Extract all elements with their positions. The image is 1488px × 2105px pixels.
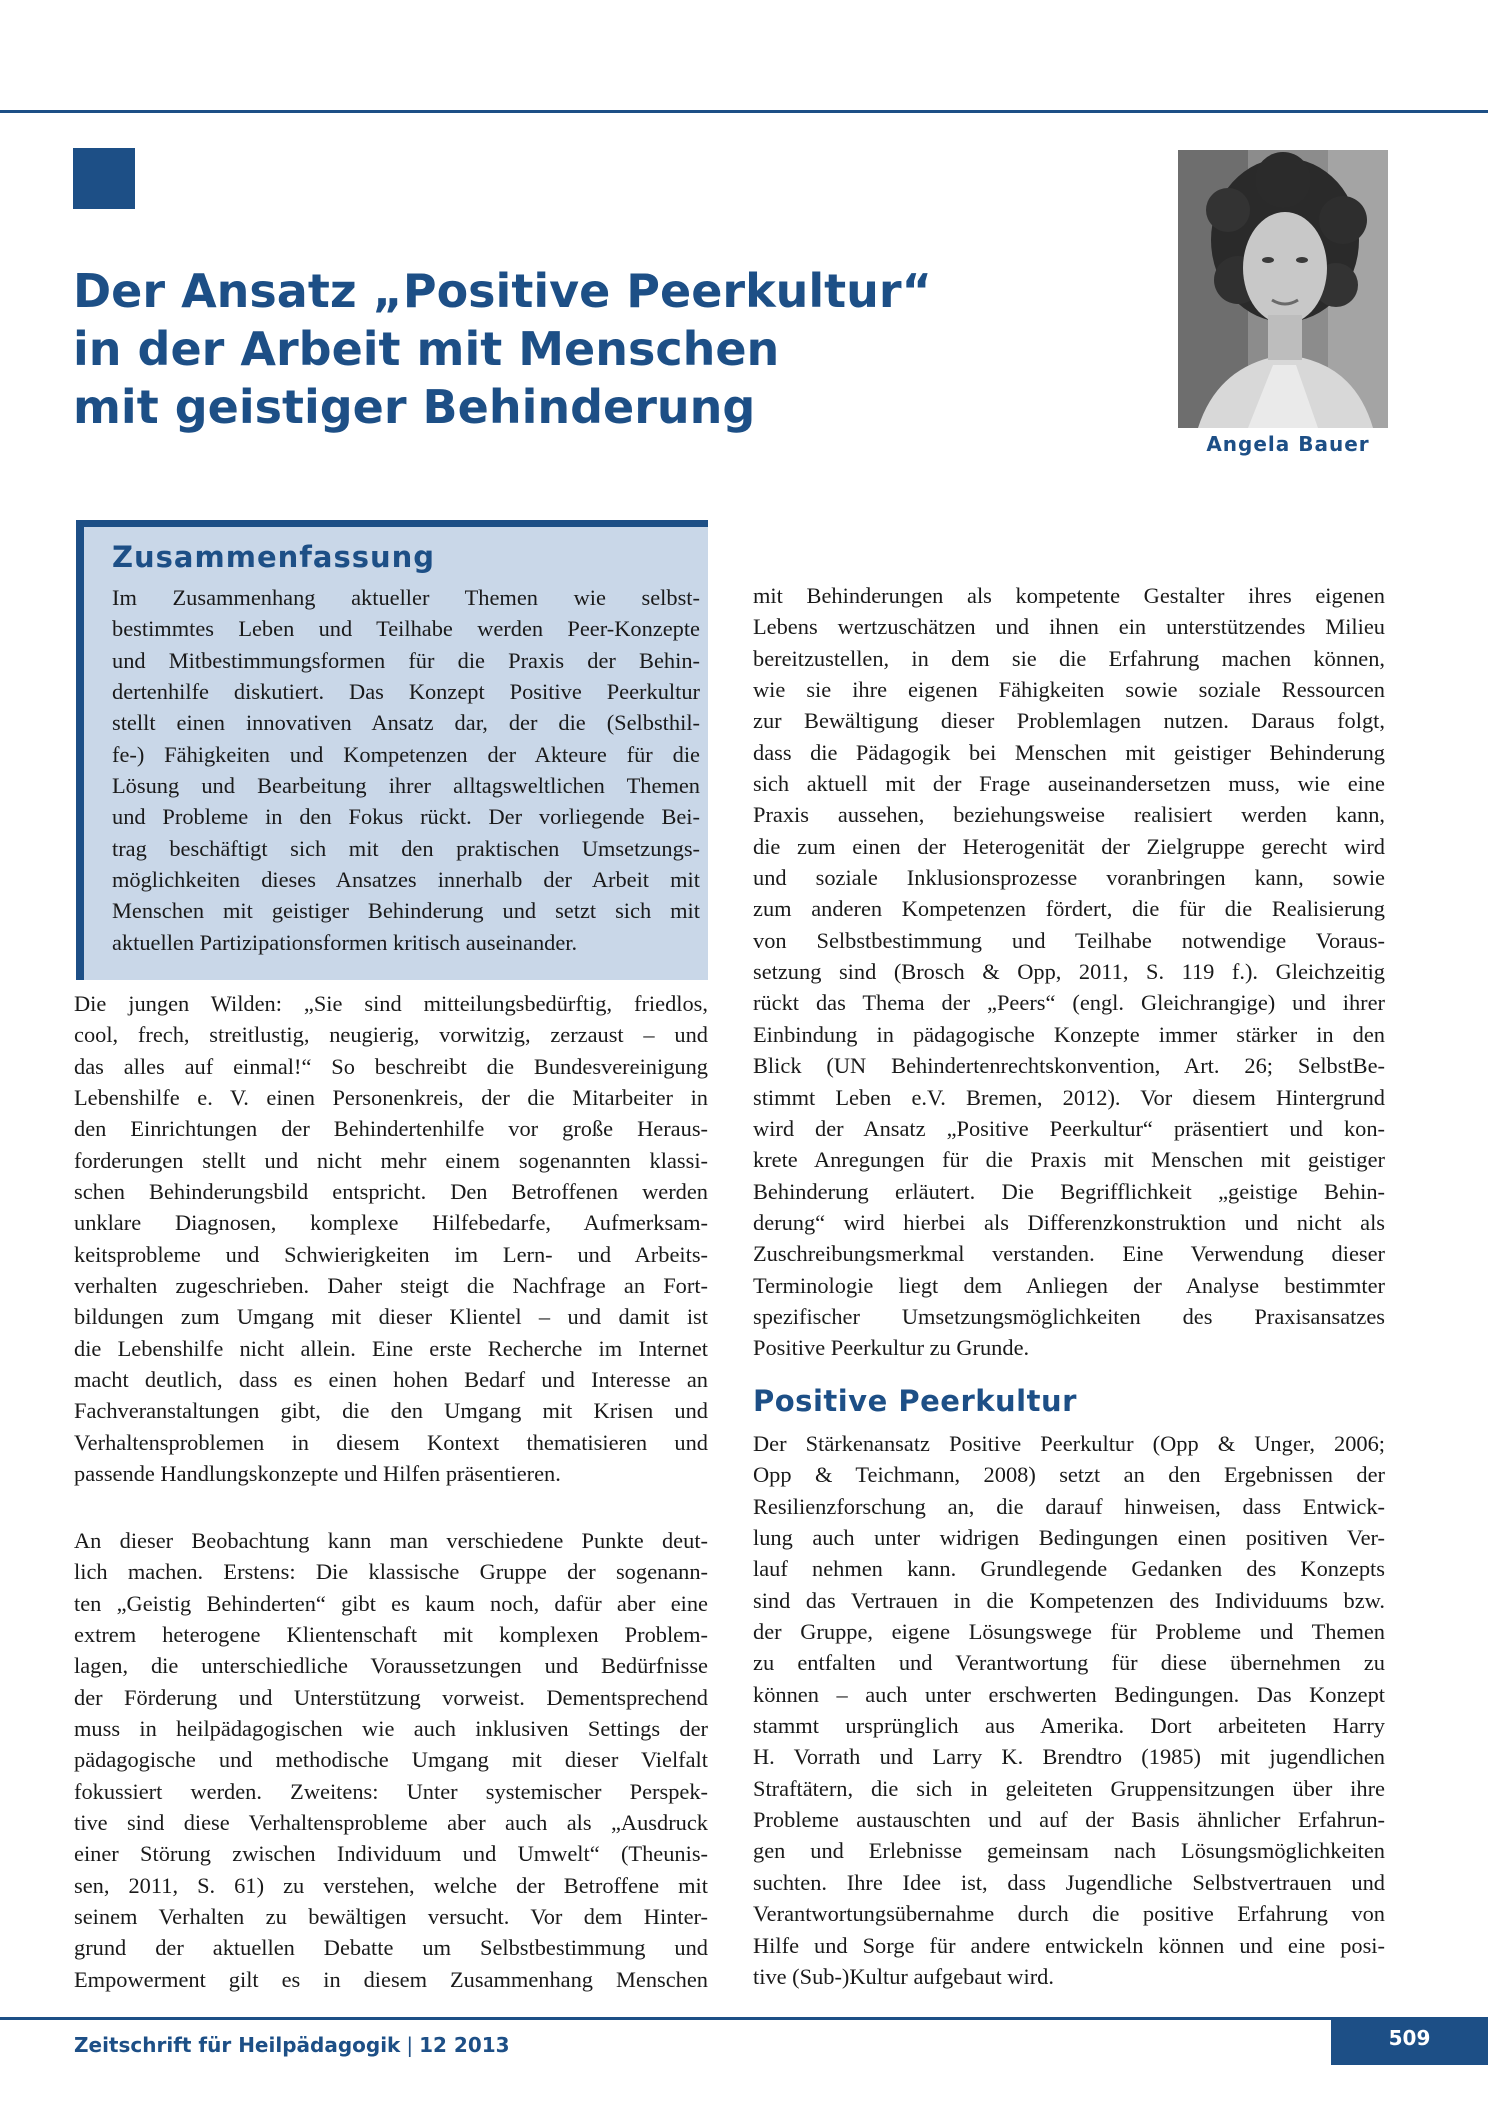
- summary-heading: Zusammenfassung: [112, 540, 436, 574]
- text-line: grund der aktuellen Debatte um Selbstbestimmung und: [74, 1935, 708, 1961]
- text-line: Einbindung in pädagogische Konzepte immer stärker in den: [753, 1021, 1385, 1047]
- text-line: gen und Erlebnisse gemeinsam nach Lösungsmöglichkeiten: [753, 1838, 1385, 1864]
- text-line: passende Handlungskonzepte und Hilfen präsentieren.: [74, 1461, 561, 1487]
- title-line: Der Ansatz „Positive Peerkultur“: [73, 264, 932, 318]
- title-line: in der Arbeit mit Menschen: [73, 322, 780, 376]
- text-line: cool, frech, streitlustig, neugierig, vorwitzig, zerzaust – und: [74, 1022, 708, 1048]
- text-line: Lebens wertzuschätzen und ihnen ein unterstützendes Milieu: [753, 614, 1385, 640]
- text-line: dass die Pädagogik bei Menschen mit geistiger Behinderung: [753, 739, 1385, 765]
- text-line: Positive Peerkultur zu Grunde.: [753, 1335, 1030, 1361]
- text-line: krete Anregungen für die Praxis mit Menschen mit geistiger: [753, 1147, 1385, 1173]
- text-line: Verhaltensproblemen in diesem Kontext thematisieren und: [74, 1429, 708, 1455]
- section-heading: Positive Peerkultur: [753, 1384, 1077, 1418]
- text-line: der Gruppe, eigene Lösungswege für Probleme und Themen: [753, 1619, 1385, 1645]
- text-line: das alles auf einmal!“ So beschreibt die Bundesvereinigung: [74, 1053, 708, 1079]
- text-line: aktuellen Partizipationsformen kritisch auseinander.: [112, 929, 578, 955]
- text-line: einer Störung zwischen Individuum und Umwelt“ (Theunis-: [74, 1841, 708, 1867]
- footer-rule: [0, 2017, 1488, 2020]
- text-line: und soziale Inklusionsprozesse voranbringen kann, sowie: [753, 865, 1385, 891]
- header-rule: [0, 110, 1488, 113]
- text-line: ten „Geistig Behinderten“ gibt es kaum noch, dafür aber eine: [74, 1590, 708, 1616]
- text-line: Behinderung erläutert. Die Begrifflichkeit „geistige Behin-: [753, 1178, 1385, 1204]
- text-line: Im Zusammenhang aktueller Themen wie selbst-: [112, 585, 700, 610]
- text-line: Zuschreibungsmerkmal verstanden. Eine Verwendung dieser: [753, 1241, 1385, 1267]
- text-line: tive sind diese Verhaltensprobleme aber auch als „Ausdruck: [74, 1810, 708, 1836]
- text-line: Der Stärkenansatz Positive Peerkultur (Opp & Unger, 2006;: [753, 1431, 1385, 1456]
- body-paragraph-4: [753, 1428, 1385, 1992]
- text-line: fe-) Fähigkeiten und Kompetenzen der Akteure für die: [112, 741, 700, 767]
- text-line: trag beschäftigt sich mit den praktischen Umsetzungs-: [112, 835, 700, 861]
- text-line: stimmt Leben e.V. Bremen, 2012). Vor diesem Hintergrund: [753, 1084, 1385, 1110]
- text-line: und Mitbestimmungsformen für die Praxis der Behin-: [112, 647, 700, 673]
- text-line: der Förderung und Unterstützung vorweist. Dementsprechend: [74, 1684, 708, 1710]
- text-line: H. Vorrath und Larry K. Brendtro (1985) mit jugendlichen: [753, 1744, 1385, 1770]
- text-line: dertenhilfe diskutiert. Das Konzept Positive Peerkultur: [112, 679, 700, 705]
- text-line: rückt das Thema der „Peers“ (engl. Gleichrangige) und ihrer: [753, 990, 1385, 1016]
- text-line: pädagogische und methodische Umgang mit dieser Vielfalt: [74, 1747, 708, 1773]
- text-line: den Einrichtungen der Behindertenhilfe vor große Heraus-: [74, 1116, 708, 1142]
- author-name: Angela Bauer: [1206, 432, 1370, 456]
- text-line: Opp & Teichmann, 2008) setzt an den Ergebnissen der: [753, 1462, 1385, 1488]
- journal-info: [74, 2033, 510, 2057]
- text-line: suchten. Ihre Idee ist, dass Jugendliche Selbstvertrauen und: [753, 1869, 1385, 1895]
- article-title: [73, 262, 1073, 436]
- text-line: mit Behinderungen als kompetente Gestalter ihres eigenen: [753, 583, 1385, 608]
- page-number: 509: [1388, 2026, 1431, 2050]
- text-line: verhalten zugeschrieben. Daher steigt die Nachfrage an Fort-: [74, 1273, 708, 1299]
- text-line: wie sie ihre eigenen Fähigkeiten sowie soziale Ressourcen: [753, 677, 1385, 703]
- summary-text: [112, 582, 700, 958]
- text-line: setzung sind (Brosch & Opp, 2011, S. 119 f.). Gleichzeitig: [753, 959, 1385, 985]
- text-line: bildungen zum Umgang mit dieser Klientel – und damit ist: [74, 1304, 708, 1330]
- text-line: tive (Sub-)Kultur aufgebaut wird.: [753, 1963, 1054, 1989]
- text-line: lagen, die unterschiedliche Voraussetzungen und Bedürfnisse: [74, 1653, 708, 1679]
- text-line: können – auch unter erschwerten Bedingungen. Das Konzept: [753, 1681, 1385, 1707]
- journal-separator: |: [406, 2033, 414, 2057]
- section-marker: [73, 148, 135, 209]
- text-line: spezifischer Umsetzungsmöglichkeiten des Praxisansatzes: [753, 1303, 1385, 1329]
- text-line: Praxis aussehen, beziehungsweise realisiert werden kann,: [753, 802, 1385, 828]
- text-line: macht deutlich, dass es einen hohen Bedarf und Interesse an: [74, 1367, 708, 1393]
- journal-issue: 12 2013: [419, 2033, 510, 2057]
- text-line: Lösung und Bearbeitung ihrer alltagsweltlichen Themen: [112, 773, 700, 799]
- text-line: Resilienzforschung an, die darauf hinweisen, dass Entwick-: [753, 1493, 1385, 1519]
- text-line: An dieser Beobachtung kann man verschiedene Punkte deut-: [74, 1528, 708, 1553]
- text-line: stammt ursprünglich aus Amerika. Dort arbeiteten Harry: [753, 1713, 1385, 1739]
- text-line: die zum einen der Heterogenität der Zielgruppe gerecht wird: [753, 833, 1385, 859]
- text-line: Probleme austauschten und auf der Basis ähnlicher Erfahrun-: [753, 1807, 1385, 1833]
- text-line: Fachveranstaltungen gibt, die den Umgang mit Krisen und: [74, 1398, 708, 1424]
- text-line: Verantwortungsübernahme durch die positive Erfahrung von: [753, 1901, 1385, 1927]
- body-paragraph-1: [74, 988, 708, 1490]
- text-line: seinem Verhalten zu bewältigen versucht. Vor dem Hinter-: [74, 1904, 708, 1930]
- text-line: sen, 2011, S. 61) zu verstehen, welche der Betroffene mit: [74, 1872, 708, 1898]
- text-line: Empowerment gilt es in diesem Zusammenhang Menschen: [74, 1966, 708, 1992]
- text-line: bereitzustellen, in dem sie die Erfahrung machen können,: [753, 645, 1385, 671]
- author-portrait-icon: [1178, 150, 1388, 428]
- text-line: sich aktuell mit der Frage auseinandersetzen muss, wie eine: [753, 771, 1385, 797]
- body-paragraph-3: [753, 580, 1385, 1364]
- text-line: keitsprobleme und Schwierigkeiten im Lern- und Arbeits-: [74, 1241, 708, 1267]
- text-line: Hilfe und Sorge für andere entwickeln können und eine posi-: [753, 1932, 1385, 1958]
- text-line: möglichkeiten dieses Ansatzes innerhalb der Arbeit mit: [112, 867, 700, 893]
- text-line: Blick (UN Behindertenrechtskonvention, Art. 26; SelbstBe-: [753, 1053, 1385, 1079]
- body-paragraph-2: [74, 1525, 708, 1995]
- text-line: zu entfalten und Verantwortung für diese übernehmen zu: [753, 1650, 1385, 1676]
- text-line: von Selbstbestimmung und Teilhabe notwendige Voraus-: [753, 927, 1385, 953]
- text-line: bestimmtes Leben und Teilhabe werden Peer-Konzepte: [112, 616, 700, 642]
- text-line: Menschen mit geistiger Behinderung und setzt sich mit: [112, 898, 700, 924]
- text-line: muss in heilpädagogischen wie auch inklusiven Settings der: [74, 1716, 708, 1742]
- text-line: lung auch unter widrigen Bedingungen einen positiven Ver-: [753, 1525, 1385, 1551]
- text-line: zur Bewältigung dieser Problemlagen nutzen. Daraus folgt,: [753, 708, 1385, 734]
- text-line: Terminologie liegt dem Anliegen der Analyse bestimmter: [753, 1272, 1385, 1298]
- text-line: Lebenshilfe e. V. einen Personenkreis, der die Mitarbeiter in: [74, 1085, 708, 1111]
- text-line: forderungen stellt und nicht mehr einem sogenannten klassi-: [74, 1147, 708, 1173]
- text-line: lauf nehmen kann. Grundlegende Gedanken des Konzepts: [753, 1556, 1385, 1582]
- text-line: derung“ wird hierbei als Differenzkonstruktion und nicht als: [753, 1209, 1385, 1235]
- text-line: und Probleme in den Fokus rückt. Der vorliegende Bei-: [112, 804, 700, 830]
- journal-name: Zeitschrift für Heilpädagogik: [74, 2033, 401, 2057]
- text-line: Straftätern, die sich in geleiteten Gruppensitzungen über ihre: [753, 1775, 1385, 1801]
- text-line: extrem heterogene Klientenschaft mit komplexen Problem-: [74, 1622, 708, 1648]
- text-line: stellt einen innovativen Ansatz dar, der die (Selbsthil-: [112, 710, 700, 736]
- text-line: unklare Diagnosen, komplexe Hilfebedarfe, Aufmerksam-: [74, 1210, 708, 1236]
- text-line: lich machen. Erstens: Die klassische Gruppe der sogenann-: [74, 1559, 708, 1585]
- text-line: Die jungen Wilden: „Sie sind mitteilungsbedürftig, friedlos,: [74, 991, 708, 1016]
- text-line: wird der Ansatz „Positive Peerkultur“ präsentiert und kon-: [753, 1115, 1385, 1141]
- text-line: zum anderen Kompetenzen fördert, die für die Realisierung: [753, 896, 1385, 922]
- text-line: die Lebenshilfe nicht allein. Eine erste Recherche im Internet: [74, 1335, 708, 1361]
- author-photo: [1178, 150, 1388, 428]
- text-line: fokussiert werden. Zweitens: Unter systemischer Perspek-: [74, 1778, 708, 1804]
- text-line: schen Behinderungsbild entspricht. Den Betroffenen werden: [74, 1179, 708, 1205]
- text-line: sind das Vertrauen in die Kompetenzen des Individuums bzw.: [753, 1587, 1385, 1613]
- title-line: mit geistiger Behinderung: [73, 380, 756, 434]
